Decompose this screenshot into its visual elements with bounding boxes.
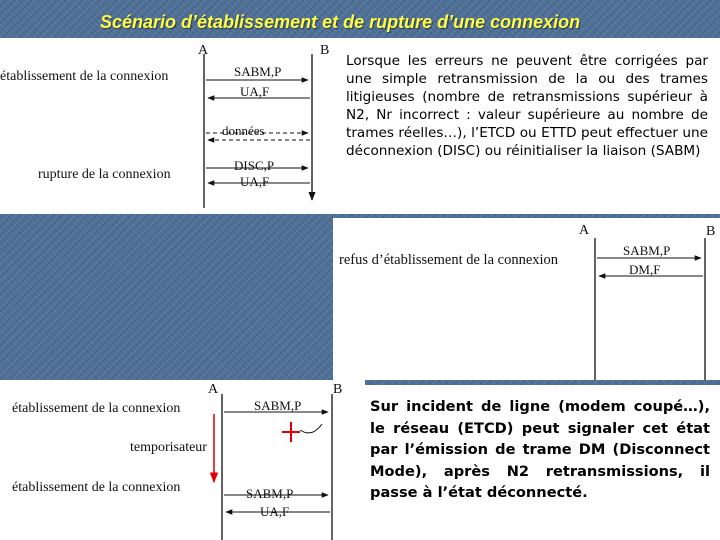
frame-sabm: SABM,P [234, 64, 282, 79]
establish-label: établissement de la connexion [0, 69, 169, 84]
sequence-diagram-establish-release [0, 38, 336, 214]
panel-timer [0, 380, 365, 540]
station-a-label: A [208, 382, 219, 397]
panel-refuse [333, 218, 720, 380]
frame-sabm-2: SABM,P [246, 486, 294, 501]
timer-label: temporisateur [130, 440, 207, 455]
paragraph-disconnect: Lorsque les erreurs ne peuvent être corrigées par une simple retransmission de la ou des trames litigieuses (nombre de retransmissions supérieur à N2, Nr incorrect : valeur supérieure au nombre de trames réelles…), l’ETCD ou ETTD peut effectuer une déconnexion (DISC) ou réinitialiser la liaison (SABM) [346, 53, 708, 159]
station-b-label: B [333, 382, 343, 397]
frame-dm: DM,F [629, 262, 661, 277]
station-b-label: B [320, 43, 330, 58]
sequence-diagram-refuse [333, 218, 720, 380]
lost-frame-cross-icon [282, 422, 322, 442]
frame-ua: UA,F [240, 84, 270, 99]
frame-data: données [222, 123, 265, 138]
frame-ua: UA,F [260, 504, 290, 519]
frame-sabm-1: SABM,P [254, 398, 302, 413]
station-a-label: A [198, 43, 209, 58]
paragraph-line-incident: Sur incident de ligne (modem coupé…), le réseau (ETCD) peut signaler cet état par l’émission de trame DM (Disconnect Mode), après N2 retransmissions, il passe à l’état déconnecté. [370, 398, 710, 501]
station-b-label: B [706, 224, 716, 239]
establish-label-1: établissement de la connexion [12, 401, 181, 416]
panel-establish-release [0, 38, 336, 214]
station-a-label: A [579, 223, 590, 238]
frame-ua-2: UA,F [240, 174, 270, 189]
slide-title: Scénario d’établissement et de rupture d’une connexion [100, 12, 581, 32]
frame-disc: DISC,P [234, 158, 275, 173]
establish-label-2: établissement de la connexion [12, 480, 181, 495]
release-label: rupture de la connexion [38, 167, 171, 182]
refuse-label: refus d’établissement de la connexion [339, 252, 559, 268]
slide-number: 56 [660, 507, 676, 521]
sequence-diagram-timer [0, 380, 365, 540]
frame-sabm: SABM,P [623, 243, 671, 258]
